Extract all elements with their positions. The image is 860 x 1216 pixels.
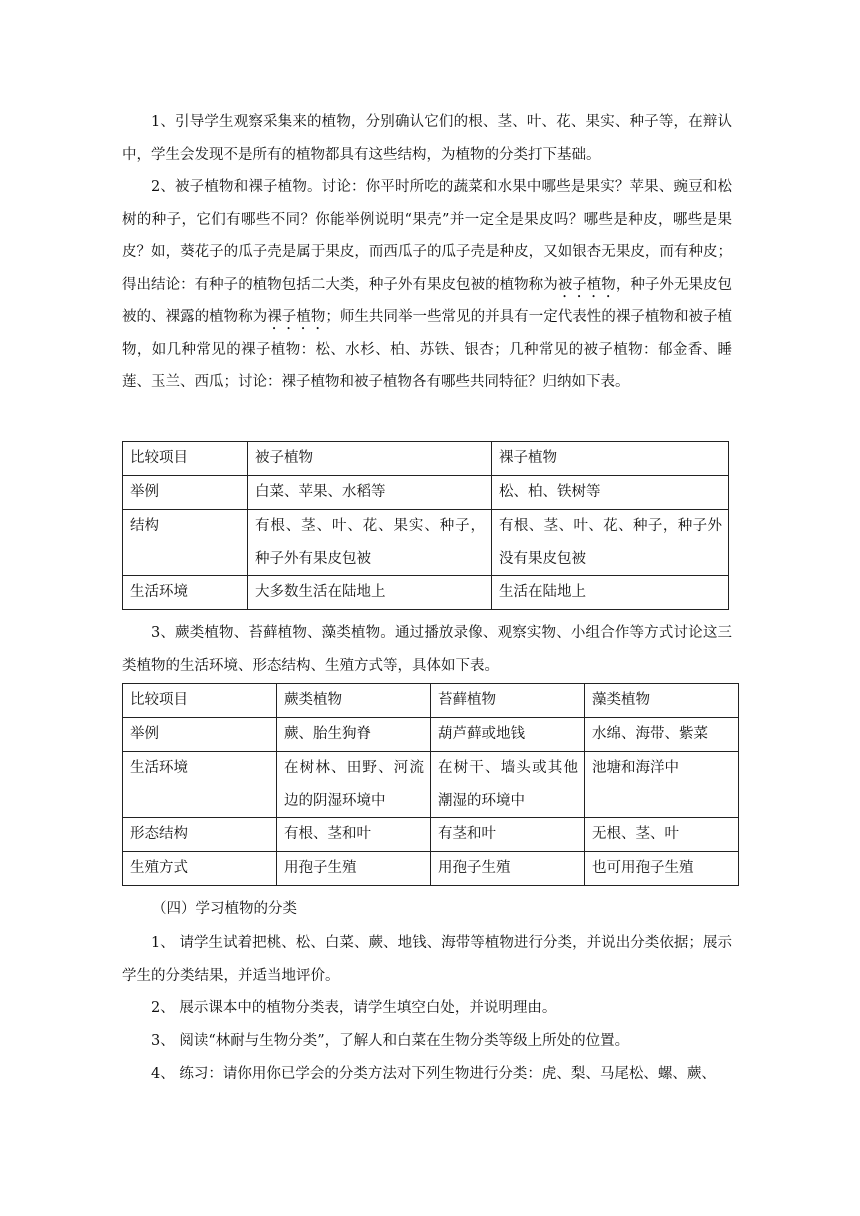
table-cell: 有茎和叶	[431, 818, 585, 852]
table-cell: 用孢子生殖	[431, 852, 585, 886]
table-cell: 生活在陆地上	[492, 576, 729, 610]
table-cell: 结构	[123, 510, 248, 576]
table-cell: 生殖方式	[123, 852, 277, 886]
paragraph-classify-activity: 1、 请学生试着把桃、松、白菜、蕨、地钱、海带等植物进行分类，并说出分类依据；展示学生的分类结果，并适当地评价。	[122, 935, 732, 984]
table-header-cell: 被子植物	[248, 442, 492, 476]
table-cell: 也可用孢子生殖	[585, 852, 739, 886]
table-cell: 蕨、胎生狗脊	[277, 718, 431, 752]
paragraph-linnaeus-reading: 3、 阅读“林耐与生物分类”，了解人和白菜在生物分类等级上所处的位置。	[151, 1033, 630, 1049]
table-row	[123, 852, 739, 886]
table-header-cell: 比较项目	[123, 442, 248, 476]
table-cell: 举例	[123, 718, 277, 752]
paragraph-classification-table: 2、 展示课本中的植物分类表，请学生填空白处，并说明理由。	[151, 1000, 557, 1016]
paragraph-fern-moss-algae: 3、蕨类植物、苔藓植物、藻类植物。通过播放录像、观察实物、小组合作等方式讨论这三类植物的生活环境、形态结构、生殖方式等，具体如下表。	[122, 625, 732, 674]
paragraph-exercise: 4、 练习：请你用你已学会的分类方法对下列生物进行分类：虎、梨、马尾松、螺、蕨、	[151, 1066, 716, 1082]
table-cell: 在树林、田野、河流边的阴湿环境中	[277, 752, 431, 818]
table-cell: 有根、茎、叶、花、种子，种子外没有果皮包被	[492, 510, 729, 576]
table-cell: 在树干、墙头或其他潮湿的环境中	[431, 752, 585, 818]
comparison-table-spore-plants	[122, 683, 739, 886]
table-cell: 白菜、苹果、水稻等	[248, 476, 492, 510]
table-header-cell: 蕨类植物	[277, 684, 431, 718]
table-cell: 形态结构	[123, 818, 277, 852]
table-cell: 生活环境	[123, 576, 248, 610]
table-row	[123, 576, 729, 610]
table-cell: 举例	[123, 476, 248, 510]
table-row	[123, 476, 729, 510]
table-cell: 用孢子生殖	[277, 852, 431, 886]
table-cell: 水绵、海带、紫菜	[585, 718, 739, 752]
table-row	[123, 752, 739, 818]
table-cell: 松、柏、铁树等	[492, 476, 729, 510]
table-row	[123, 718, 739, 752]
paragraph-text: ；师生共同举一些常见的并具有一定代表性的裸子植物和被子植物，如几种常见的裸子植物：松、水杉、柏、苏铁、银杏；几种常见的被子植物：郁金香、睡莲、玉兰、西瓜；讨论：裸子植物和被子植物各有哪些共同特征？归纳如下表。	[122, 309, 733, 390]
table-header-cell: 藻类植物	[585, 684, 739, 718]
table-cell: 池塘和海洋中	[585, 752, 739, 818]
table-cell: 大多数生活在陆地上	[248, 576, 492, 610]
paragraph-text: ，种子外无果皮包被的、裸露的植物称为	[122, 276, 733, 325]
term-gymnosperm: 裸子植物	[267, 309, 326, 325]
paragraph-observe-plants: 1、引导学生观察采集来的植物，分别确认它们的根、茎、叶、花、果实、种子等，在辩认中，学生会发现不是所有的植物都具有这些结构，为植物的分类打下基础。	[122, 114, 732, 163]
table-cell: 无根、茎、叶	[585, 818, 739, 852]
table-header-row	[123, 442, 729, 476]
paragraph-angiosperm-gymnosperm	[122, 171, 732, 399]
comparison-table-seed-plants	[122, 441, 729, 610]
table-row	[123, 510, 729, 576]
table-header-cell: 比较项目	[123, 684, 277, 718]
table-cell: 有根、茎、叶、花、果实、种子，种子外有果皮包被	[248, 510, 492, 576]
term-angiosperm: 被子植物	[557, 276, 616, 293]
paragraph-text: 2、被子植物和裸子植物。讨论：你平时所吃的蔬菜和水果中哪些是果实？苹果、豌豆和松树的种子，它们有哪些不同？你能举例说明“果壳”并一定全是果皮吗？哪些是种皮，哪些是果皮？如，葵花子的瓜子壳是属于果皮，而西瓜子的瓜子壳是种皮，又如银杏无果皮，而有种皮；得出结论：有种子的植物包括二大类，种子外有果皮包被的植物称为	[122, 179, 732, 293]
section-heading-plant-classification: （四）学习植物的分类	[152, 901, 297, 917]
table-header-cell: 苔藓植物	[431, 684, 585, 718]
table-row	[123, 818, 739, 852]
table-cell: 有根、茎和叶	[277, 818, 431, 852]
table-header-cell: 裸子植物	[492, 442, 729, 476]
table-header-row	[123, 684, 739, 718]
table-cell: 生活环境	[123, 752, 277, 818]
table-cell: 葫芦藓或地钱	[431, 718, 585, 752]
